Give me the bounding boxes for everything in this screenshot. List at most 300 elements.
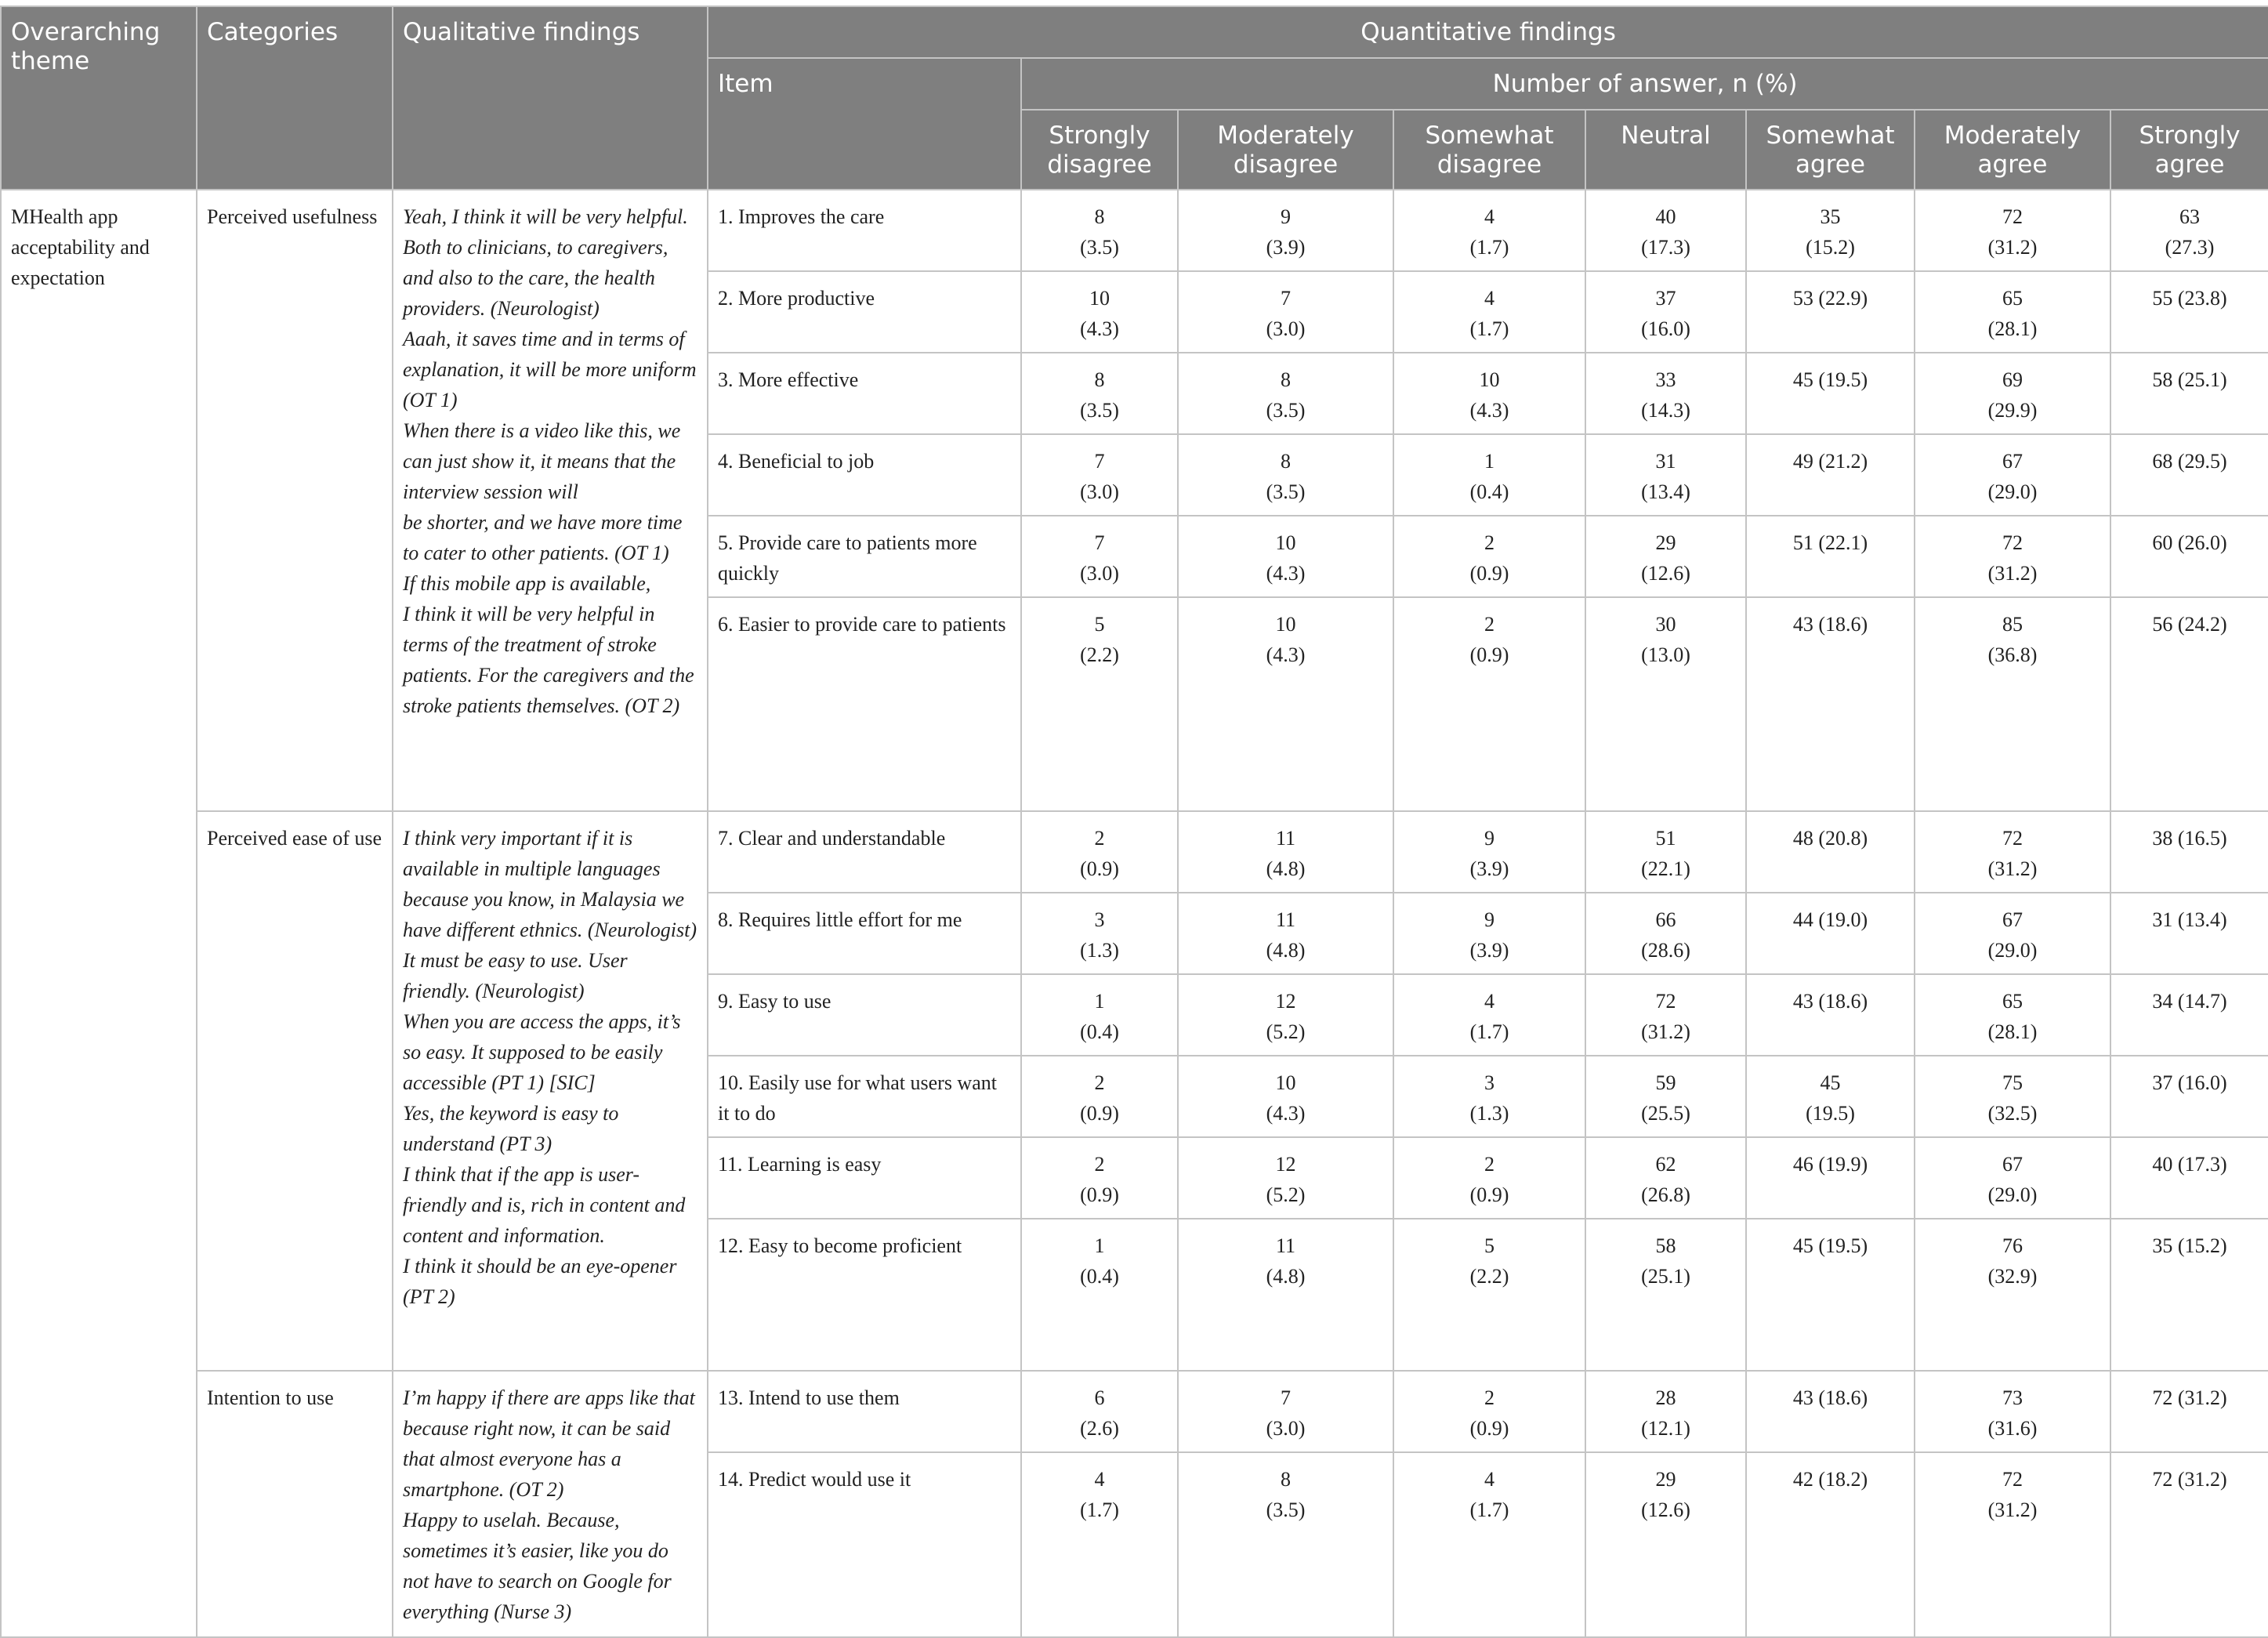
value-cell bbox=[1021, 1056, 1178, 1137]
percent-value: (4.8) bbox=[1266, 1265, 1306, 1288]
value-cell bbox=[2110, 1219, 2268, 1371]
percent-value: (16.0) bbox=[1641, 317, 1690, 340]
value-cell bbox=[1021, 516, 1178, 597]
value-cell bbox=[1021, 271, 1178, 353]
table-header bbox=[1, 6, 2268, 190]
count-value: 53 (22.9) bbox=[1792, 287, 1868, 310]
category-cell: Perceived usefulness bbox=[197, 190, 393, 811]
count-value: 85 bbox=[2002, 613, 2023, 636]
count-value: 67 bbox=[2002, 908, 2023, 931]
value-cell bbox=[1393, 190, 1585, 271]
count-value: 2 bbox=[1484, 613, 1494, 636]
count-value: 1 bbox=[1094, 1234, 1105, 1257]
value-cell bbox=[1178, 353, 1393, 434]
percent-value: (19.5) bbox=[1806, 1102, 1855, 1125]
count-value: 10 bbox=[1275, 531, 1296, 554]
value-cell bbox=[1915, 1137, 2110, 1219]
percent-value: (31.2) bbox=[1641, 1020, 1690, 1043]
percent-value: (3.5) bbox=[1080, 236, 1119, 259]
percent-value: (31.6) bbox=[1987, 1417, 2038, 1440]
percent-value: (26.8) bbox=[1641, 1183, 1690, 1206]
value-cell bbox=[1393, 1371, 1585, 1452]
count-value: 37 bbox=[1655, 287, 1676, 310]
percent-value: (31.2) bbox=[1987, 562, 2038, 585]
value-cell bbox=[1393, 271, 1585, 353]
percent-value: (3.5) bbox=[1266, 480, 1306, 503]
value-cell bbox=[1178, 1137, 1393, 1219]
value-cell bbox=[1021, 974, 1178, 1056]
percent-value: (17.3) bbox=[1641, 236, 1690, 259]
count-value: 3 bbox=[1484, 1071, 1494, 1094]
qualitative-quote: I think very important if it is available in multiple languages because you know, in Malaysia we have different ethnics. (Neurologist) bbox=[403, 827, 697, 941]
percent-value: (3.9) bbox=[1469, 857, 1509, 880]
percent-value: (27.3) bbox=[2165, 236, 2215, 259]
percent-value: (29.9) bbox=[1987, 399, 2038, 422]
category-cell: Perceived ease of use bbox=[197, 811, 393, 1371]
count-value: 55 (23.8) bbox=[2152, 287, 2227, 310]
percent-value: (28.1) bbox=[1987, 317, 2038, 340]
value-cell bbox=[1585, 353, 1746, 434]
value-cell bbox=[1178, 974, 1393, 1056]
item-cell: 13. Intend to use them bbox=[708, 1371, 1021, 1452]
value-cell bbox=[1178, 1219, 1393, 1371]
count-value: 2 bbox=[1094, 1071, 1105, 1094]
percent-value: (28.6) bbox=[1641, 939, 1690, 962]
percent-value: (25.1) bbox=[1641, 1265, 1690, 1288]
percent-value: (0.9) bbox=[1469, 1417, 1509, 1440]
qualitative-findings-cell bbox=[393, 811, 708, 1371]
value-cell bbox=[1746, 1137, 1915, 1219]
header-number-of-answer: Number of answer, n (%) bbox=[1021, 58, 2268, 110]
value-cell bbox=[1178, 271, 1393, 353]
qualitative-quote: Happy to uselah. Because, sometimes it’s easier, like you do not have to search on Google for everything (Nurse 3) bbox=[403, 1509, 672, 1623]
qualitative-quote: If this mobile app is available, bbox=[403, 572, 651, 595]
count-value: 51 bbox=[1655, 827, 1676, 850]
count-value: 60 (26.0) bbox=[2152, 531, 2227, 554]
percent-value: (0.4) bbox=[1080, 1265, 1119, 1288]
count-value: 72 (31.2) bbox=[2152, 1468, 2227, 1491]
count-value: 72 bbox=[2002, 1468, 2023, 1491]
percent-value: (4.3) bbox=[1266, 562, 1306, 585]
value-cell bbox=[1393, 1137, 1585, 1219]
value-cell bbox=[1021, 893, 1178, 974]
value-cell bbox=[1585, 893, 1746, 974]
item-cell: 3. More effective bbox=[708, 353, 1021, 434]
count-value: 3 bbox=[1094, 908, 1105, 931]
header-scale-0: Strongly disagree bbox=[1021, 110, 1178, 190]
count-value: 1 bbox=[1094, 990, 1105, 1013]
count-value: 72 (31.2) bbox=[2152, 1386, 2227, 1409]
value-cell bbox=[1393, 597, 1585, 811]
value-cell bbox=[2110, 353, 2268, 434]
qualitative-quote: It must be easy to use. User friendly. (Neurologist) bbox=[403, 949, 628, 1002]
value-cell bbox=[1915, 190, 2110, 271]
value-cell bbox=[1585, 1452, 1746, 1637]
item-cell: 11. Learning is easy bbox=[708, 1137, 1021, 1219]
findings-table bbox=[0, 5, 2268, 1638]
value-cell bbox=[1746, 271, 1915, 353]
count-value: 9 bbox=[1484, 908, 1494, 931]
count-value: 12 bbox=[1275, 1153, 1296, 1176]
percent-value: (4.3) bbox=[1469, 399, 1509, 422]
count-value: 29 bbox=[1655, 531, 1676, 554]
percent-value: (3.9) bbox=[1266, 236, 1306, 259]
percent-value: (31.2) bbox=[1987, 1498, 2038, 1521]
item-cell: 6. Easier to provide care to patients bbox=[708, 597, 1021, 811]
value-cell bbox=[2110, 1056, 2268, 1137]
qualitative-quote: I think that if the app is user-friendly and is, rich in content and content and information. bbox=[403, 1163, 686, 1247]
value-cell bbox=[1393, 893, 1585, 974]
value-cell bbox=[1585, 1219, 1746, 1371]
percent-value: (3.5) bbox=[1266, 399, 1306, 422]
value-cell bbox=[2110, 190, 2268, 271]
count-value: 40 bbox=[1655, 205, 1676, 228]
percent-value: (0.9) bbox=[1080, 1102, 1119, 1125]
count-value: 28 bbox=[1655, 1386, 1676, 1409]
header-quantitative-findings: Quantitative findings bbox=[708, 6, 2268, 58]
percent-value: (14.3) bbox=[1641, 399, 1690, 422]
value-cell bbox=[1021, 434, 1178, 516]
value-cell bbox=[1021, 190, 1178, 271]
value-cell bbox=[1585, 434, 1746, 516]
count-value: 65 bbox=[2002, 990, 2023, 1013]
count-value: 63 bbox=[2179, 205, 2201, 228]
value-cell bbox=[1393, 353, 1585, 434]
percent-value: (32.9) bbox=[1987, 1265, 2038, 1288]
item-cell: 5. Provide care to patients more quickly bbox=[708, 516, 1021, 597]
percent-value: (0.9) bbox=[1080, 1183, 1119, 1206]
percent-value: (31.2) bbox=[1987, 857, 2038, 880]
value-cell bbox=[1746, 1452, 1915, 1637]
value-cell bbox=[2110, 811, 2268, 893]
percent-value: (3.0) bbox=[1266, 1417, 1306, 1440]
count-value: 67 bbox=[2002, 1153, 2023, 1176]
count-value: 42 (18.2) bbox=[1792, 1468, 1868, 1491]
value-cell bbox=[1178, 516, 1393, 597]
count-value: 72 bbox=[1655, 990, 1676, 1013]
percent-value: (29.0) bbox=[1987, 939, 2038, 962]
percent-value: (0.9) bbox=[1469, 643, 1509, 666]
percent-value: (4.3) bbox=[1266, 1102, 1306, 1125]
count-value: 2 bbox=[1094, 827, 1105, 850]
count-value: 30 bbox=[1655, 613, 1676, 636]
value-cell bbox=[1585, 811, 1746, 893]
header-item: Item bbox=[708, 58, 1021, 190]
percent-value: (1.7) bbox=[1469, 1020, 1509, 1043]
count-value: 37 (16.0) bbox=[2152, 1071, 2227, 1094]
header-scale-5: Moderately agree bbox=[1915, 110, 2110, 190]
value-cell bbox=[1178, 893, 1393, 974]
value-cell bbox=[1746, 1056, 1915, 1137]
percent-value: (13.0) bbox=[1641, 643, 1690, 666]
item-cell: 12. Easy to become proficient bbox=[708, 1219, 1021, 1371]
percent-value: (29.0) bbox=[1987, 480, 2038, 503]
percent-value: (0.9) bbox=[1469, 562, 1509, 585]
count-value: 31 (13.4) bbox=[2152, 908, 2227, 931]
value-cell bbox=[1915, 271, 2110, 353]
value-cell bbox=[1585, 974, 1746, 1056]
value-cell bbox=[1585, 597, 1746, 811]
percent-value: (3.5) bbox=[1266, 1498, 1306, 1521]
count-value: 7 bbox=[1094, 531, 1105, 554]
item-cell: 14. Predict would use it bbox=[708, 1452, 1021, 1637]
count-value: 10 bbox=[1089, 287, 1110, 310]
value-cell bbox=[1746, 353, 1915, 434]
percent-value: (4.3) bbox=[1080, 317, 1119, 340]
value-cell bbox=[1585, 271, 1746, 353]
count-value: 45 (19.5) bbox=[1792, 1234, 1868, 1257]
value-cell bbox=[1746, 1219, 1915, 1371]
value-cell bbox=[1393, 1219, 1585, 1371]
value-cell bbox=[1178, 1452, 1393, 1637]
count-value: 10 bbox=[1479, 368, 1500, 391]
count-value: 11 bbox=[1275, 827, 1296, 850]
count-value: 4 bbox=[1484, 1468, 1494, 1491]
value-cell bbox=[1393, 974, 1585, 1056]
header-scale-1: Moderately disagree bbox=[1178, 110, 1393, 190]
count-value: 6 bbox=[1094, 1386, 1105, 1409]
percent-value: (5.2) bbox=[1266, 1183, 1306, 1206]
value-cell bbox=[1915, 974, 2110, 1056]
percent-value: (3.0) bbox=[1080, 562, 1119, 585]
value-cell bbox=[1746, 1371, 1915, 1452]
table-row bbox=[1, 1371, 2268, 1452]
item-cell: 1. Improves the care bbox=[708, 190, 1021, 271]
count-value: 4 bbox=[1484, 990, 1494, 1013]
percent-value: (32.5) bbox=[1987, 1102, 2038, 1125]
percent-value: (13.4) bbox=[1641, 480, 1690, 503]
percent-value: (22.1) bbox=[1641, 857, 1690, 880]
value-cell bbox=[2110, 974, 2268, 1056]
count-value: 35 bbox=[1820, 205, 1841, 228]
value-cell bbox=[1746, 974, 1915, 1056]
percent-value: (12.6) bbox=[1641, 1498, 1690, 1521]
count-value: 68 (29.5) bbox=[2152, 450, 2227, 473]
value-cell bbox=[1746, 811, 1915, 893]
percent-value: (2.2) bbox=[1469, 1265, 1509, 1288]
count-value: 66 bbox=[1655, 908, 1676, 931]
table-row bbox=[1, 811, 2268, 893]
overarching-theme-cell: MHealth app acceptability and expectation bbox=[1, 190, 197, 1637]
count-value: 7 bbox=[1281, 287, 1291, 310]
count-value: 49 (21.2) bbox=[1792, 450, 1868, 473]
count-value: 8 bbox=[1281, 450, 1291, 473]
item-cell: 8. Requires little effort for me bbox=[708, 893, 1021, 974]
value-cell bbox=[1915, 893, 2110, 974]
value-cell bbox=[1915, 1056, 2110, 1137]
value-cell bbox=[1915, 516, 2110, 597]
value-cell bbox=[1021, 1371, 1178, 1452]
qualitative-quote: When there is a video like this, we can just show it, it means that the interview session will bbox=[403, 419, 681, 503]
percent-value: (4.3) bbox=[1266, 643, 1306, 666]
percent-value: (3.0) bbox=[1080, 480, 1119, 503]
percent-value: (4.8) bbox=[1266, 857, 1306, 880]
value-cell bbox=[1585, 190, 1746, 271]
qualitative-quote: I think it will be very helpful in terms of the treatment of stroke patients. For the caregivers and the stroke patients themselves. (OT 2) bbox=[403, 603, 694, 717]
percent-value: (1.7) bbox=[1469, 1498, 1509, 1521]
header-scale-4: Somewhat agree bbox=[1746, 110, 1915, 190]
count-value: 8 bbox=[1094, 205, 1105, 228]
value-cell bbox=[1585, 1137, 1746, 1219]
value-cell bbox=[2110, 1371, 2268, 1452]
count-value: 2 bbox=[1484, 1386, 1494, 1409]
value-cell bbox=[1746, 434, 1915, 516]
value-cell bbox=[1393, 811, 1585, 893]
count-value: 56 (24.2) bbox=[2152, 613, 2227, 636]
percent-value: (15.2) bbox=[1806, 236, 1855, 259]
count-value: 59 bbox=[1655, 1071, 1676, 1094]
value-cell bbox=[1746, 516, 1915, 597]
count-value: 51 (22.1) bbox=[1792, 531, 1868, 554]
percent-value: (28.1) bbox=[1987, 1020, 2038, 1043]
value-cell bbox=[1393, 516, 1585, 597]
count-value: 72 bbox=[2002, 531, 2023, 554]
count-value: 7 bbox=[1281, 1386, 1291, 1409]
percent-value: (5.2) bbox=[1266, 1020, 1306, 1043]
percent-value: (1.7) bbox=[1469, 236, 1509, 259]
percent-value: (0.4) bbox=[1080, 1020, 1119, 1043]
count-value: 5 bbox=[1484, 1234, 1494, 1257]
qualitative-findings-cell bbox=[393, 1371, 708, 1637]
count-value: 76 bbox=[2002, 1234, 2023, 1257]
qualitative-quote: Aaah, it saves time and in terms of explanation, it will be more uniform (OT 1) bbox=[403, 328, 697, 411]
count-value: 31 bbox=[1655, 450, 1676, 473]
count-value: 43 (18.6) bbox=[1792, 1386, 1868, 1409]
header-qualitative-findings: Qualitative findings bbox=[393, 6, 708, 190]
table-row bbox=[1, 190, 2268, 271]
count-value: 38 (16.5) bbox=[2152, 827, 2227, 850]
count-value: 58 (25.1) bbox=[2152, 368, 2227, 391]
percent-value: (3.0) bbox=[1266, 317, 1306, 340]
value-cell bbox=[1021, 597, 1178, 811]
percent-value: (2.2) bbox=[1080, 643, 1119, 666]
value-cell bbox=[1393, 1452, 1585, 1637]
value-cell bbox=[1915, 1452, 2110, 1637]
header-scale-2: Somewhat disagree bbox=[1393, 110, 1585, 190]
value-cell bbox=[1393, 1056, 1585, 1137]
percent-value: (1.3) bbox=[1469, 1102, 1509, 1125]
count-value: 69 bbox=[2002, 368, 2023, 391]
category-cell: Intention to use bbox=[197, 1371, 393, 1637]
qualitative-quote: I’m happy if there are apps like that because right now, it can be said that almost everyone has a smartphone. (OT 2) bbox=[403, 1386, 695, 1501]
count-value: 1 bbox=[1484, 450, 1494, 473]
count-value: 44 (19.0) bbox=[1792, 908, 1868, 931]
value-cell bbox=[1915, 811, 2110, 893]
value-cell bbox=[2110, 271, 2268, 353]
count-value: 8 bbox=[1094, 368, 1105, 391]
value-cell bbox=[1746, 597, 1915, 811]
value-cell bbox=[1178, 434, 1393, 516]
percent-value: (31.2) bbox=[1987, 236, 2038, 259]
percent-value: (12.1) bbox=[1641, 1417, 1690, 1440]
value-cell bbox=[1915, 597, 2110, 811]
count-value: 67 bbox=[2002, 450, 2023, 473]
count-value: 12 bbox=[1275, 990, 1296, 1013]
count-value: 10 bbox=[1275, 613, 1296, 636]
count-value: 43 (18.6) bbox=[1792, 613, 1868, 636]
count-value: 62 bbox=[1655, 1153, 1676, 1176]
value-cell bbox=[2110, 893, 2268, 974]
value-cell bbox=[1915, 434, 2110, 516]
count-value: 46 (19.9) bbox=[1792, 1153, 1868, 1176]
value-cell bbox=[1585, 516, 1746, 597]
value-cell bbox=[1021, 811, 1178, 893]
count-value: 73 bbox=[2002, 1386, 2023, 1409]
count-value: 4 bbox=[1094, 1468, 1105, 1491]
item-cell: 2. More productive bbox=[708, 271, 1021, 353]
percent-value: (3.5) bbox=[1080, 399, 1119, 422]
percent-value: (2.6) bbox=[1080, 1417, 1119, 1440]
value-cell bbox=[1585, 1371, 1746, 1452]
count-value: 2 bbox=[1484, 1153, 1494, 1176]
table-body bbox=[1, 190, 2268, 1637]
percent-value: (25.5) bbox=[1641, 1102, 1690, 1125]
count-value: 58 bbox=[1655, 1234, 1676, 1257]
header-categories: Categories bbox=[197, 6, 393, 190]
item-cell: 7. Clear and understandable bbox=[708, 811, 1021, 893]
count-value: 9 bbox=[1484, 827, 1494, 850]
percent-value: (0.4) bbox=[1469, 480, 1509, 503]
header-overarching-theme: Overarching theme bbox=[1, 6, 197, 190]
count-value: 48 (20.8) bbox=[1792, 827, 1868, 850]
header-scale-3: Neutral bbox=[1585, 110, 1746, 190]
count-value: 72 bbox=[2002, 205, 2023, 228]
value-cell bbox=[1915, 1371, 2110, 1452]
value-cell bbox=[2110, 1137, 2268, 1219]
percent-value: (29.0) bbox=[1987, 1183, 2038, 1206]
percent-value: (36.8) bbox=[1987, 643, 2038, 666]
count-value: 45 (19.5) bbox=[1792, 368, 1868, 391]
value-cell bbox=[1178, 190, 1393, 271]
value-cell bbox=[1021, 1137, 1178, 1219]
qualitative-quote: I think it should be an eye-opener (PT 2) bbox=[403, 1255, 677, 1308]
value-cell bbox=[2110, 597, 2268, 811]
count-value: 9 bbox=[1281, 205, 1291, 228]
qualitative-quote: Yes, the keyword is easy to understand (PT 3) bbox=[403, 1102, 619, 1155]
value-cell bbox=[1021, 1219, 1178, 1371]
value-cell bbox=[1393, 434, 1585, 516]
value-cell bbox=[1178, 1056, 1393, 1137]
value-cell bbox=[1915, 353, 2110, 434]
qualitative-quote: be shorter, and we have more time to cater to other patients. (OT 1) bbox=[403, 511, 683, 564]
value-cell bbox=[1585, 1056, 1746, 1137]
qualitative-quote: When you are access the apps, it’s so easy. It supposed to be easily accessible (PT 1) [SIC] bbox=[403, 1010, 681, 1094]
item-cell: 4. Beneficial to job bbox=[708, 434, 1021, 516]
percent-value: (4.8) bbox=[1266, 939, 1306, 962]
value-cell bbox=[1746, 893, 1915, 974]
count-value: 4 bbox=[1484, 287, 1494, 310]
percent-value: (1.7) bbox=[1469, 317, 1509, 340]
count-value: 8 bbox=[1281, 1468, 1291, 1491]
percent-value: (0.9) bbox=[1080, 857, 1119, 880]
value-cell bbox=[2110, 1452, 2268, 1637]
count-value: 11 bbox=[1275, 908, 1296, 931]
value-cell bbox=[1915, 1219, 2110, 1371]
count-value: 8 bbox=[1281, 368, 1291, 391]
count-value: 45 bbox=[1820, 1071, 1841, 1094]
value-cell bbox=[1746, 190, 1915, 271]
count-value: 11 bbox=[1275, 1234, 1296, 1257]
item-cell: 10. Easily use for what users want it to do bbox=[708, 1056, 1021, 1137]
percent-value: (3.9) bbox=[1469, 939, 1509, 962]
value-cell bbox=[2110, 434, 2268, 516]
percent-value: (0.9) bbox=[1469, 1183, 1509, 1206]
item-cell: 9. Easy to use bbox=[708, 974, 1021, 1056]
count-value: 7 bbox=[1094, 450, 1105, 473]
header-scale-6: Strongly agree bbox=[2110, 110, 2268, 190]
percent-value: (1.3) bbox=[1080, 939, 1119, 962]
value-cell bbox=[1178, 1371, 1393, 1452]
